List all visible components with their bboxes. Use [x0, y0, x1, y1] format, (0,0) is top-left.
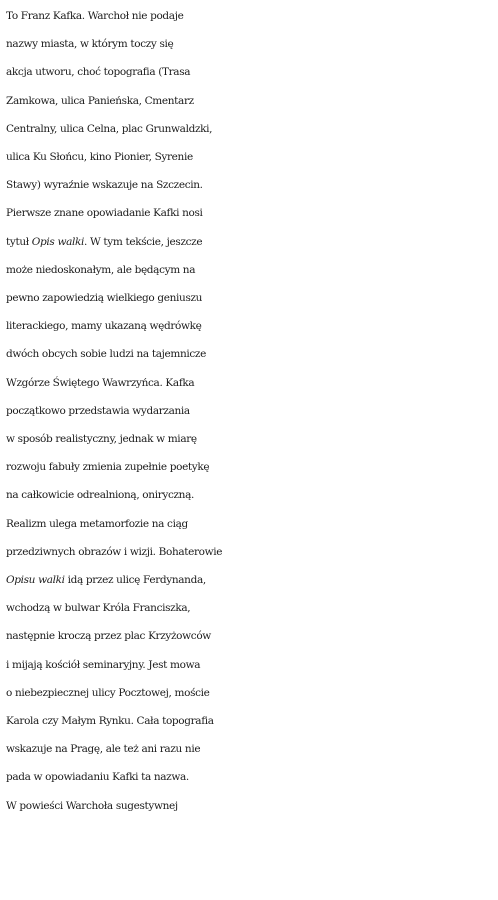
article-body — [6, 2, 498, 820]
text-line: początkowo przedstawia wydarzania — [6, 404, 190, 417]
text-line: Stawy) wyraźnie wskazuje na Szczecin. — [6, 179, 203, 192]
italic-title: Opisu walki — [6, 574, 65, 587]
text-line: nazwy miasta, w którym toczy się — [6, 38, 174, 51]
text-line: akcja utworu, choć topografia (Trasa — [6, 66, 191, 79]
text-line: dwóch obcych sobie ludzi na tajemnicze — [6, 348, 206, 361]
text-line: pada w opowiadaniu Kafki ta nazwa. — [6, 771, 189, 784]
text-line: następnie kroczą przez plac Krzyżowców — [6, 630, 211, 643]
text-line: pewno zapowiedzią wielkiego geniuszu — [6, 292, 203, 305]
text-line: rozwoju fabuły zmienia zupełnie poetykę — [6, 461, 210, 474]
text-line: Zamkowa, ulica Panieńska, Cmentarz — [6, 94, 194, 107]
text-line: To Franz Kafka. Warchoł nie podaje — [6, 10, 184, 22]
text-line: wchodzą w bulwar Króla Franciszka, — [6, 602, 191, 615]
text-line: ulica Ku Słońcu, kino Pionier, Syrenie — [6, 151, 193, 164]
text-line: o niebezpiecznej ulicy Pocztowej, moście — [6, 686, 210, 699]
text-line: na całkowicie odrealnioną, oniryczną. — [6, 489, 194, 502]
text-line: może niedoskonałym, ale będącym na — [6, 263, 196, 276]
text-run: . W tym tekście, jeszcze — [84, 235, 203, 248]
italic-title: Opis walki — [31, 235, 85, 248]
text-line: Wzgórze Świętego Wawrzyńca. Kafka — [6, 376, 195, 389]
text-line: W powieści Warchoła sugestywnej — [6, 799, 178, 812]
text-line: przedziwnych obrazów i wizji. Bohaterowie — [6, 545, 223, 558]
text-line — [6, 228, 498, 256]
text-line — [6, 566, 498, 594]
text-line: literackiego, mamy ukazaną wędrówkę — [6, 320, 202, 333]
text-line: wskazuje na Pragę, ale też ani razu nie — [6, 743, 201, 756]
text-run: idą przez ulicę Ferdynanda, — [64, 574, 206, 587]
text-run: tytuł — [6, 235, 32, 248]
text-line: w sposób realistyczny, jednak w miarę — [6, 433, 197, 446]
text-line: i mijają kościół seminaryjny. Jest mowa — [6, 658, 201, 671]
text-line: Centralny, ulica Celna, plac Grunwaldzki, — [6, 122, 213, 135]
text-line: Realizm ulega metamorfozie na ciąg — [6, 517, 188, 530]
document-page — [6, 0, 498, 900]
text-line: Pierwsze znane opowiadanie Kafki nosi — [6, 207, 203, 220]
text-line: Karola czy Małym Rynku. Cała topografia — [6, 715, 214, 728]
